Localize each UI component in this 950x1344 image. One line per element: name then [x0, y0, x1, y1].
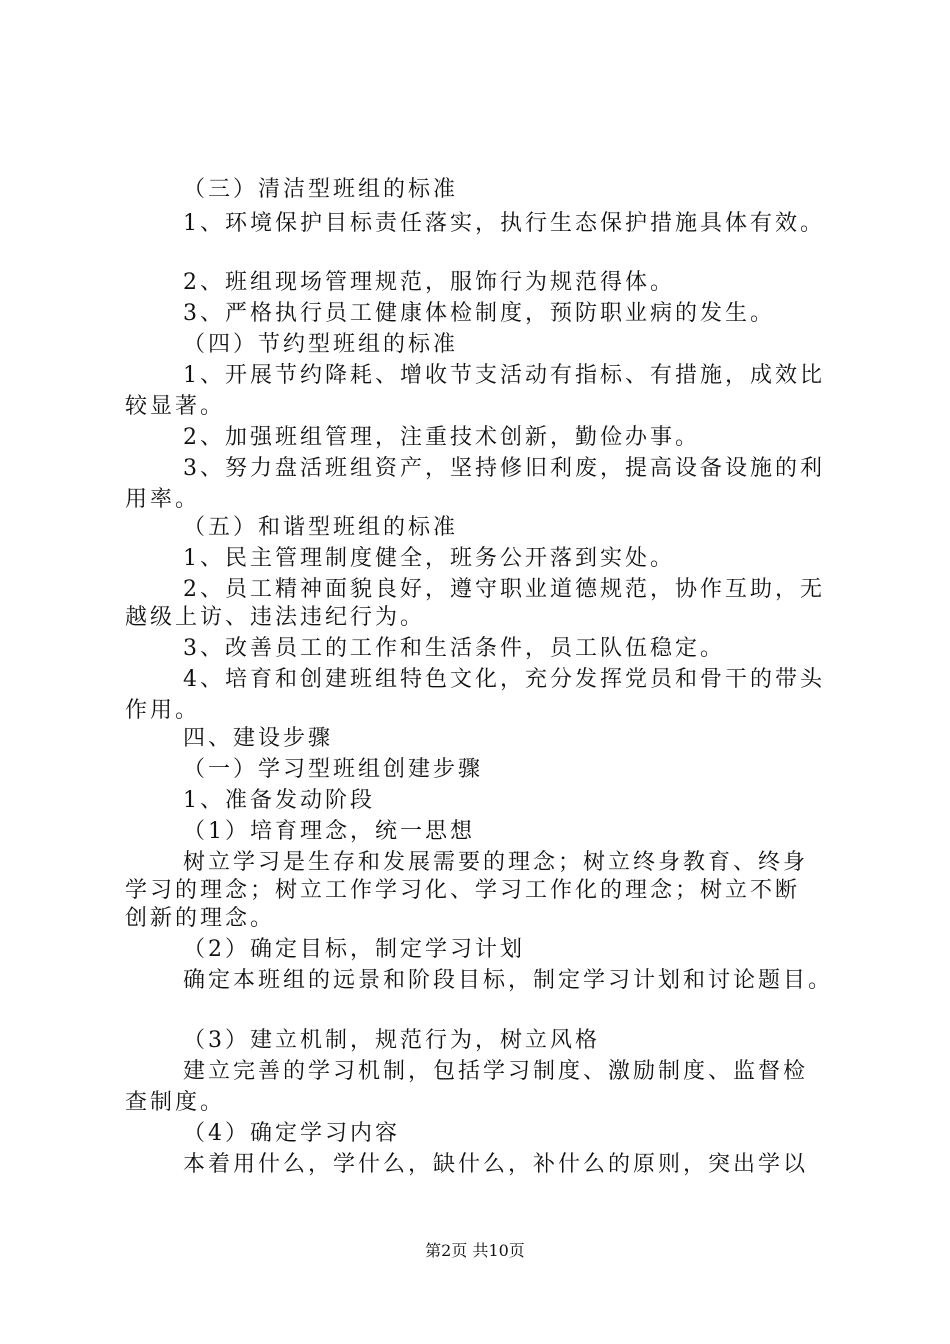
paragraph-line: 本着用什么，学什么，缺什么，补什么的原则，突出学以 [183, 1152, 809, 1177]
paragraph-line: 2、员工精神面貌良好，遵守职业道德规范，协作互助，无 [183, 577, 825, 602]
paragraph-line: 1、开展节约降耗、增收节支活动有指标、有措施，成效比 [183, 363, 825, 388]
paragraph-line: 3、严格执行员工健康体检制度，预防职业病的发生。 [183, 301, 775, 326]
paragraph-line: 学习的理念；树立工作学习化、学习工作化的理念；树立不断 [125, 878, 801, 903]
subheading-item-1: （1）培育理念，统一思想 [183, 819, 475, 844]
paragraph-line: 树立学习是生存和发展需要的理念；树立终身教育、终身 [183, 850, 809, 875]
subheading-item-4: （4）确定学习内容 [183, 1121, 400, 1146]
paragraph-line: 3、努力盘活班组资产，坚持修旧利废，提高设备设施的利 [183, 456, 825, 481]
paragraph-line: 用率。 [125, 487, 201, 512]
section-heading-learning-team-steps: （一）学习型班组创建步骤 [183, 757, 484, 782]
paragraph-line: 确定本班组的远景和阶段目标，制定学习计划和讨论题目。 [183, 968, 834, 993]
paragraph-line: 3、改善员工的工作和生活条件，员工队伍稳定。 [183, 636, 725, 661]
subheading-item-3: （3）建立机制，规范行为，树立风格 [183, 1028, 600, 1053]
section-heading-clean-team: （三）清洁型班组的标准 [183, 177, 459, 202]
page-number-footer: 第2页 共10页 [425, 1241, 525, 1260]
subheading-prepare-stage: 1、准备发动阶段 [183, 788, 375, 813]
paragraph-line: 1、环境保护目标责任落实，执行生态保护措施具体有效。 [183, 211, 825, 236]
section-heading-harmony-team: （五）和谐型班组的标准 [183, 515, 459, 540]
paragraph-line: 较显著。 [125, 394, 226, 419]
paragraph-line: 4、培育和创建班组特色文化，充分发挥党员和骨干的带头 [183, 667, 825, 692]
paragraph-line: 查制度。 [125, 1090, 226, 1115]
paragraph-line: 建立完善的学习机制，包括学习制度、激励制度、监督检 [183, 1059, 809, 1084]
subheading-item-2: （2）确定目标，制定学习计划 [183, 937, 525, 962]
paragraph-line: 创新的理念。 [125, 906, 276, 931]
paragraph-line: 1、民主管理制度健全，班务公开落到实处。 [183, 546, 675, 571]
section-heading-saving-team: （四）节约型班组的标准 [183, 332, 459, 357]
section-heading-build-steps: 四、建设步骤 [183, 726, 334, 751]
paragraph-line: 2、加强班组管理，注重技术创新，勤俭办事。 [183, 425, 700, 450]
paragraph-line: 作用。 [125, 698, 201, 723]
paragraph-line: 2、班组现场管理规范，服饰行为规范得体。 [183, 270, 675, 295]
paragraph-line: 越级上访、违法违纪行为。 [125, 605, 426, 630]
